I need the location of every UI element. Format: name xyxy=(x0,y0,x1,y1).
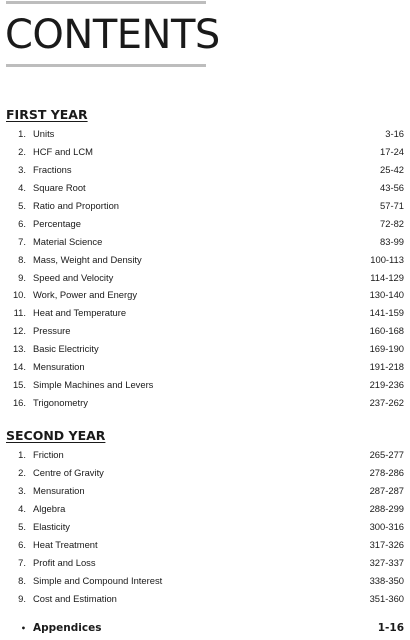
entry-title: Profit and Loss xyxy=(33,556,96,568)
entry-pages: 327-337 xyxy=(369,556,404,568)
entry-pages: 300-316 xyxy=(369,521,404,532)
toc-entry[interactable] xyxy=(6,518,404,536)
entry-title: Basic Electricity xyxy=(33,343,99,355)
entry-number: 4. xyxy=(18,182,26,194)
entry-pages: 83-99 xyxy=(380,235,404,247)
entry-number: 12. xyxy=(12,325,26,337)
entry-title: Algebra xyxy=(33,503,66,515)
entry-pages: 1-16 xyxy=(377,622,404,634)
entry-number: 5. xyxy=(18,521,26,532)
entry-title: Mensuration xyxy=(33,361,85,373)
entry-pages: 287-287 xyxy=(369,485,404,497)
entry-number: 15. xyxy=(12,378,26,390)
toc-entry[interactable] xyxy=(6,304,404,322)
toc-entry[interactable] xyxy=(6,197,404,215)
entry-pages: 43-56 xyxy=(380,182,404,194)
toc-entry[interactable] xyxy=(6,286,404,304)
entry-title: Appendices xyxy=(33,622,102,634)
entry-pages: 338-350 xyxy=(369,574,404,586)
entry-number: 3. xyxy=(18,164,26,176)
toc-entry[interactable] xyxy=(6,232,404,250)
toc-list xyxy=(6,125,404,411)
entry-title: Speed and Velocity xyxy=(33,271,114,283)
title-rule-bottom xyxy=(6,64,206,67)
entry-title: Heat Treatment xyxy=(33,538,98,550)
page-title: CONTENTS xyxy=(5,12,220,58)
entry-title: Centre of Gravity xyxy=(33,467,104,479)
toc-entry[interactable] xyxy=(6,464,404,482)
entry-title: Work, Power and Energy xyxy=(33,289,138,301)
entry-title: Ratio and Proportion xyxy=(33,200,119,211)
toc-entry[interactable] xyxy=(6,322,404,340)
entry-number: 6. xyxy=(18,538,26,550)
entry-number: 13. xyxy=(12,343,26,355)
entry-title: HCF and LCM xyxy=(33,146,93,158)
toc-entry[interactable] xyxy=(6,535,404,553)
entry-pages: 265-277 xyxy=(369,449,404,461)
bullet-icon: • xyxy=(20,623,26,633)
toc-list xyxy=(6,446,404,607)
toc-entry[interactable] xyxy=(6,553,404,571)
entry-number: 4. xyxy=(18,503,26,515)
entry-pages: 57-71 xyxy=(380,200,404,211)
entry-pages: 130-140 xyxy=(369,289,404,301)
toc-entry[interactable] xyxy=(6,393,404,411)
entry-title: Trigonometry xyxy=(33,396,88,408)
entry-pages: 17-24 xyxy=(380,146,404,158)
entry-title: Fractions xyxy=(33,164,72,176)
entry-number: 8. xyxy=(18,253,26,265)
toc-entry[interactable] xyxy=(6,179,404,197)
entry-number: 9. xyxy=(18,592,26,604)
toc-entry[interactable] xyxy=(6,375,404,393)
entry-number: 9. xyxy=(18,271,26,283)
toc-entry[interactable] xyxy=(6,571,404,589)
toc-entry[interactable] xyxy=(6,340,404,358)
entry-title: Simple and Compound Interest xyxy=(33,574,163,586)
entry-pages: 72-82 xyxy=(380,217,404,229)
entry-pages: 288-299 xyxy=(369,503,404,515)
entry-title: Pressure xyxy=(33,325,71,337)
entry-pages: 160-168 xyxy=(369,325,404,337)
entry-number: 5. xyxy=(18,200,26,211)
toc-entry[interactable] xyxy=(6,143,404,161)
entry-title: Percentage xyxy=(33,217,81,229)
entry-pages: 3-16 xyxy=(385,128,404,140)
entry-number: 14. xyxy=(12,361,26,373)
entry-pages: 237-262 xyxy=(369,396,404,408)
toc-entry[interactable] xyxy=(6,482,404,500)
entry-title: Simple Machines and Levers xyxy=(33,378,154,390)
toc-entry[interactable] xyxy=(6,125,404,143)
entry-title: Friction xyxy=(33,449,64,461)
entry-number: 2. xyxy=(18,146,26,158)
entry-number: 6. xyxy=(18,217,26,229)
entry-title: Material Science xyxy=(33,235,103,247)
entry-pages: 169-190 xyxy=(369,343,404,355)
entry-title: Elasticity xyxy=(33,521,70,532)
title-rule-top xyxy=(6,1,206,4)
entry-pages: 141-159 xyxy=(369,307,404,319)
toc-entry[interactable] xyxy=(6,446,404,464)
entry-number: 11. xyxy=(13,307,26,319)
entry-number: 10. xyxy=(12,289,26,301)
entry-title: Mensuration xyxy=(33,485,85,497)
entry-number: 3. xyxy=(18,485,26,497)
toc-entry[interactable] xyxy=(6,589,404,607)
entry-number: 7. xyxy=(18,556,26,568)
entry-number: 1. xyxy=(18,128,26,140)
entry-number: 16. xyxy=(12,396,26,408)
entry-pages: 278-286 xyxy=(369,467,404,479)
toc-entry[interactable] xyxy=(6,268,404,286)
entry-pages: 100-113 xyxy=(370,253,404,265)
section-heading: SECOND YEAR xyxy=(6,428,106,443)
section-second-year xyxy=(6,426,404,607)
section-heading: FIRST YEAR xyxy=(6,107,88,122)
section-first-year xyxy=(6,105,404,411)
entry-pages: 317-326 xyxy=(369,538,404,550)
toc-entry[interactable] xyxy=(6,500,404,518)
toc-entry[interactable] xyxy=(6,214,404,232)
entry-pages: 219-236 xyxy=(369,378,404,390)
toc-entry[interactable] xyxy=(6,358,404,376)
entry-number: 8. xyxy=(18,574,26,586)
entry-number: 1. xyxy=(18,449,26,461)
toc-entry[interactable] xyxy=(6,161,404,179)
entry-title: Square Root xyxy=(33,182,86,194)
appendices-entry[interactable] xyxy=(6,618,404,638)
entry-title: Heat and Temperature xyxy=(33,307,127,319)
entry-pages: 191-218 xyxy=(369,361,404,373)
entry-title: Cost and Estimation xyxy=(33,592,117,604)
entry-pages: 25-42 xyxy=(380,164,404,176)
toc-entry[interactable] xyxy=(6,250,404,268)
entry-number: 2. xyxy=(18,467,26,479)
entry-pages: 351-360 xyxy=(369,592,404,604)
entry-title: Mass, Weight and Density xyxy=(33,253,142,265)
entry-pages: 114-129 xyxy=(370,271,404,283)
entry-title: Units xyxy=(33,128,55,140)
entry-number: 7. xyxy=(18,235,26,247)
